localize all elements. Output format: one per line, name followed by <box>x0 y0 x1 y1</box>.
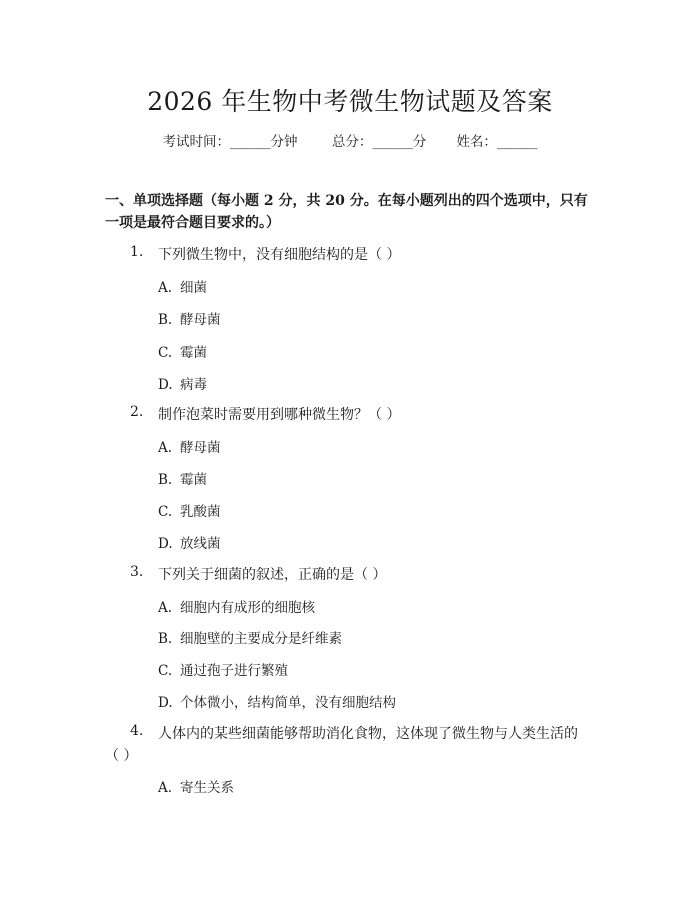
time-unit: 分钟 <box>270 134 298 150</box>
option-letter: A. <box>158 600 173 616</box>
option-text: 乳酸菌 <box>180 504 221 520</box>
option-letter: B. <box>158 472 173 488</box>
option-text: 酵母菌 <box>180 440 221 456</box>
option-letter: B. <box>158 312 173 328</box>
option-letter: D. <box>158 695 173 711</box>
option-text: 细胞内有成形的细胞核 <box>180 600 315 616</box>
option-text: 酵母菌 <box>180 312 221 328</box>
option-text: 霉菌 <box>180 345 207 361</box>
score-label: 总分： <box>331 134 373 150</box>
option-text: 寄生关系 <box>180 780 234 796</box>
time-blank: ______ <box>230 134 271 150</box>
question-number: 3. <box>130 564 144 580</box>
question-text: 下列关于细菌的叙述，正确的是（ ） <box>158 567 387 583</box>
option-letter: C. <box>158 345 173 361</box>
page-title: 2026 年生物中考微生物试题及答案 <box>147 87 553 116</box>
question-text: 人体内的某些细菌能够帮助消化食物，这体现了微生物与人类生活的 <box>158 726 578 742</box>
question-text: 下列微生物中，没有细胞结构的是（ ） <box>158 247 401 263</box>
option-text: 通过孢子进行繁殖 <box>180 663 288 679</box>
option-text: 细菌 <box>180 280 207 296</box>
option-1b <box>158 308 221 328</box>
option-1a <box>158 276 207 296</box>
question-text: 制作泡菜时需要用到哪种微生物？（ ） <box>158 407 401 423</box>
option-text: 霉菌 <box>180 472 207 488</box>
option-2b <box>158 468 207 488</box>
time-label: 考试时间： <box>162 134 231 150</box>
option-2c <box>158 500 221 520</box>
option-text: 病毒 <box>180 377 207 393</box>
option-1d <box>158 373 207 393</box>
score-unit: 分 <box>412 134 427 150</box>
option-3b <box>158 627 342 647</box>
option-letter: C. <box>158 504 173 520</box>
question-number: 2. <box>130 404 144 420</box>
option-2d <box>158 532 221 552</box>
option-3c <box>158 659 288 679</box>
option-text: 放线菌 <box>180 536 221 552</box>
option-letter: A. <box>158 780 173 796</box>
option-1c <box>158 341 207 361</box>
option-2a <box>158 436 221 456</box>
option-text: 细胞壁的主要成分是纤维素 <box>180 631 342 647</box>
option-3d <box>158 691 396 711</box>
question-number: 4. <box>130 723 144 739</box>
option-letter: D. <box>158 536 173 552</box>
score-blank: ______ <box>372 134 413 150</box>
name-label: 姓名： <box>456 134 497 150</box>
option-3a <box>158 596 315 616</box>
option-letter: A. <box>158 440 173 456</box>
option-4a <box>158 776 234 796</box>
question-number: 1. <box>130 244 144 260</box>
option-letter: B. <box>158 631 173 647</box>
option-letter: C. <box>158 663 173 679</box>
name-blank: ______ <box>496 134 538 150</box>
exam-info-line <box>0 130 700 150</box>
option-text: 个体微小，结构简单，没有细胞结构 <box>180 695 396 711</box>
question-4-continuation: （ ） <box>105 748 138 764</box>
option-letter: D. <box>158 377 173 393</box>
option-letter: A. <box>158 280 173 296</box>
section-heading: 一、单项选择题（每小题 2 分，共 20 分。在每小题列出的四个选项中，只有一项是最符合题目要求的。） <box>105 193 588 231</box>
